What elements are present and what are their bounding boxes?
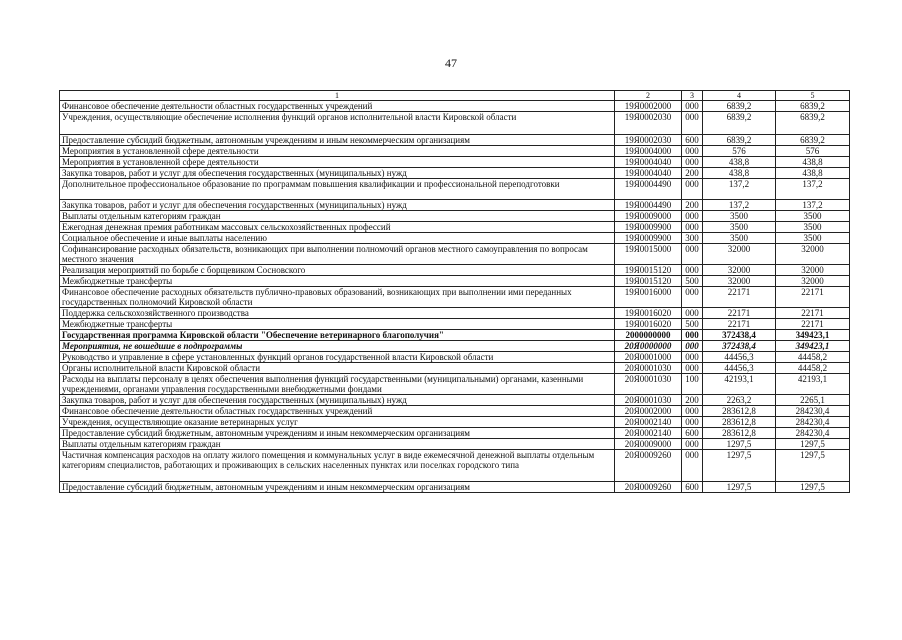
row-code-cell: 20Я0009260 [615, 450, 682, 482]
header-col-2: 2 [615, 91, 682, 101]
row-type-cell: 000 [682, 222, 703, 233]
row-name-cell: Предоставление субсидий бюджетным, автономным учреждениям и иным некоммерческим организациям [60, 135, 615, 146]
row-type-cell: 000 [682, 157, 703, 168]
row-value-2-cell: 438,8 [776, 157, 850, 168]
row-value-2-cell: 1297,5 [776, 450, 850, 482]
row-type-cell: 200 [682, 395, 703, 406]
row-value-1-cell: 22171 [703, 319, 776, 330]
row-type-cell: 600 [682, 135, 703, 146]
table-row [60, 244, 850, 265]
row-type-cell: 500 [682, 276, 703, 287]
row-value-1-cell: 6839,2 [703, 101, 776, 112]
row-type-cell: 600 [682, 428, 703, 439]
row-type-cell: 000 [682, 352, 703, 363]
table-row [60, 276, 850, 287]
row-value-1-cell: 3500 [703, 222, 776, 233]
row-type-cell: 300 [682, 233, 703, 244]
row-value-2-cell: 284230,4 [776, 406, 850, 417]
row-value-2-cell: 137,2 [776, 200, 850, 211]
row-value-2-cell: 22171 [776, 287, 850, 308]
row-code-cell: 19Я0002030 [615, 135, 682, 146]
row-code-cell: 20Я0009000 [615, 439, 682, 450]
row-value-1-cell: 283612,8 [703, 406, 776, 417]
table-row [60, 352, 850, 363]
row-code-cell: 19Я0015120 [615, 276, 682, 287]
table-row [60, 395, 850, 406]
row-value-1-cell: 2263,2 [703, 395, 776, 406]
row-value-1-cell: 32000 [703, 276, 776, 287]
row-code-cell: 19Я0004490 [615, 179, 682, 200]
row-value-2-cell: 3500 [776, 233, 850, 244]
row-name-cell: Мероприятия, не вошедшие в подпрограммы [60, 341, 615, 352]
row-value-2-cell: 3500 [776, 222, 850, 233]
row-code-cell: 20Я0001030 [615, 374, 682, 395]
table-row [60, 233, 850, 244]
row-type-cell: 000 [682, 406, 703, 417]
row-type-cell: 000 [682, 341, 703, 352]
row-code-cell: 20Я0002000 [615, 406, 682, 417]
row-value-1-cell: 6839,2 [703, 112, 776, 135]
header-col-1: 1 [60, 91, 615, 101]
row-name-cell: Закупка товаров, работ и услуг для обеспечения государственных (муниципальных) нужд [60, 200, 615, 211]
row-code-cell: 19Я0002000 [615, 101, 682, 112]
row-name-cell: Ежегодная денежная премия работникам массовых сельскохозяйственных профессий [60, 222, 615, 233]
row-code-cell: 19Я0009900 [615, 222, 682, 233]
table-row [60, 439, 850, 450]
row-value-1-cell: 44456,3 [703, 352, 776, 363]
row-code-cell: 19Я0016020 [615, 319, 682, 330]
row-type-cell: 000 [682, 450, 703, 482]
row-name-cell: Органы исполнительной власти Кировской области [60, 363, 615, 374]
table-row [60, 363, 850, 374]
row-code-cell: 20Я0002140 [615, 417, 682, 428]
row-value-2-cell: 349423,1 [776, 330, 850, 341]
row-code-cell: 19Я0002030 [615, 112, 682, 135]
table-row [60, 330, 850, 341]
row-code-cell: 19Я0004040 [615, 168, 682, 179]
row-type-cell: 000 [682, 146, 703, 157]
row-name-cell: Расходы на выплаты персоналу в целях обеспечения выполнения функций государственными (муниципальными) органами, казенными учреждениями, органами управления государственными внебюджетными фондами [60, 374, 615, 395]
table-row [60, 319, 850, 330]
row-value-1-cell: 137,2 [703, 200, 776, 211]
row-value-1-cell: 438,8 [703, 168, 776, 179]
row-name-cell: Дополнительное профессиональное образование по программам повышения квалификации и профессиональной переподготовки [60, 179, 615, 200]
row-name-cell: Закупка товаров, работ и услуг для обеспечения государственных (муниципальных) нужд [60, 168, 615, 179]
row-value-2-cell: 44458,2 [776, 363, 850, 374]
row-name-cell: Поддержка сельскохозяйственного производства [60, 308, 615, 319]
row-name-cell: Межбюджетные трансферты [60, 319, 615, 330]
row-code-cell: 19Я0004490 [615, 200, 682, 211]
row-value-2-cell: 1297,5 [776, 482, 850, 493]
table-row [60, 450, 850, 482]
row-value-1-cell: 22171 [703, 308, 776, 319]
row-name-cell: Закупка товаров, работ и услуг для обеспечения государственных (муниципальных) нужд [60, 395, 615, 406]
row-type-cell: 000 [682, 287, 703, 308]
row-type-cell: 000 [682, 363, 703, 374]
row-type-cell: 000 [682, 179, 703, 200]
row-value-2-cell: 3500 [776, 211, 850, 222]
page-number: 47 [445, 56, 457, 70]
table-row [60, 157, 850, 168]
row-value-2-cell: 32000 [776, 265, 850, 276]
row-value-1-cell: 438,8 [703, 157, 776, 168]
table-row [60, 211, 850, 222]
row-value-2-cell: 42193,1 [776, 374, 850, 395]
row-value-1-cell: 576 [703, 146, 776, 157]
table-row [60, 406, 850, 417]
table-row [60, 287, 850, 308]
row-type-cell: 000 [682, 112, 703, 135]
row-type-cell: 000 [682, 439, 703, 450]
table-row [60, 146, 850, 157]
row-name-cell: Межбюджетные трансферты [60, 276, 615, 287]
row-name-cell: Реализация мероприятий по борьбе с борщевиком Сосновского [60, 265, 615, 276]
row-value-2-cell: 2265,1 [776, 395, 850, 406]
row-name-cell: Предоставление субсидий бюджетным, автономным учреждениям и иным некоммерческим организациям [60, 482, 615, 493]
row-value-1-cell: 3500 [703, 211, 776, 222]
row-value-1-cell: 44456,3 [703, 363, 776, 374]
table-row [60, 168, 850, 179]
table-row [60, 112, 850, 135]
table-row [60, 222, 850, 233]
row-type-cell: 000 [682, 265, 703, 276]
row-name-cell: Выплаты отдельным категориям граждан [60, 439, 615, 450]
row-name-cell: Софинансирование расходных обязательств, возникающих при выполнении полномочий органов местного самоуправления по вопросам местного значения [60, 244, 615, 265]
row-value-1-cell: 372438,4 [703, 341, 776, 352]
row-name-cell: Мероприятия в установленной сфере деятельности [60, 146, 615, 157]
row-code-cell: 19Я0015000 [615, 244, 682, 265]
table-row [60, 265, 850, 276]
table-row [60, 341, 850, 352]
row-value-2-cell: 6839,2 [776, 112, 850, 135]
row-code-cell: 19Я0004000 [615, 146, 682, 157]
row-value-2-cell: 284230,4 [776, 417, 850, 428]
row-value-1-cell: 22171 [703, 287, 776, 308]
table-row [60, 308, 850, 319]
row-name-cell: Частичная компенсация расходов на оплату жилого помещения и коммунальных услуг в виде ежемесячной денежной выплаты отдельным категориям специалистов, работающих и проживающих в сельских населенных пунктах или поселках городского типа [60, 450, 615, 482]
row-name-cell: Финансовое обеспечение расходных обязательств публично-правовых образований, возникающих при выполнении ими переданных государственных полномочий Кировской области [60, 287, 615, 308]
table-row [60, 428, 850, 439]
row-value-2-cell: 349423,1 [776, 341, 850, 352]
row-type-cell: 000 [682, 330, 703, 341]
row-value-2-cell: 44458,2 [776, 352, 850, 363]
row-value-1-cell: 137,2 [703, 179, 776, 200]
row-value-1-cell: 32000 [703, 244, 776, 265]
row-type-cell: 000 [682, 211, 703, 222]
row-type-cell: 200 [682, 200, 703, 211]
row-value-2-cell: 22171 [776, 308, 850, 319]
row-value-2-cell: 1297,5 [776, 439, 850, 450]
row-type-cell: 000 [682, 417, 703, 428]
table-row [60, 200, 850, 211]
row-value-2-cell: 438,8 [776, 168, 850, 179]
row-code-cell: 2000000000 [615, 330, 682, 341]
row-code-cell: 20Я0002140 [615, 428, 682, 439]
table-row [60, 135, 850, 146]
row-code-cell: 19Я0009900 [615, 233, 682, 244]
row-value-1-cell: 6839,2 [703, 135, 776, 146]
header-col-4: 4 [703, 91, 776, 101]
row-value-1-cell: 32000 [703, 265, 776, 276]
row-value-1-cell: 1297,5 [703, 439, 776, 450]
row-value-2-cell: 576 [776, 146, 850, 157]
row-name-cell: Государственная программа Кировской области "Обеспечение ветеринарного благополучия" [60, 330, 615, 341]
row-type-cell: 500 [682, 319, 703, 330]
row-value-2-cell: 6839,2 [776, 101, 850, 112]
row-code-cell: 20Я0001000 [615, 352, 682, 363]
row-type-cell: 600 [682, 482, 703, 493]
row-type-cell: 200 [682, 168, 703, 179]
row-value-2-cell: 6839,2 [776, 135, 850, 146]
row-value-1-cell: 283612,8 [703, 417, 776, 428]
table-row [60, 179, 850, 200]
row-value-1-cell: 1297,5 [703, 482, 776, 493]
row-type-cell: 000 [682, 308, 703, 319]
table-row [60, 374, 850, 395]
row-name-cell: Выплаты отдельным категориям граждан [60, 211, 615, 222]
table-row [60, 482, 850, 493]
row-type-cell: 000 [682, 101, 703, 112]
row-value-2-cell: 32000 [776, 244, 850, 265]
row-code-cell: 20Я0009260 [615, 482, 682, 493]
row-type-cell: 000 [682, 244, 703, 265]
row-code-cell: 19Я0009000 [615, 211, 682, 222]
header-col-3: 3 [682, 91, 703, 101]
row-name-cell: Финансовое обеспечение деятельности областных государственных учреждений [60, 406, 615, 417]
row-value-2-cell: 22171 [776, 319, 850, 330]
row-name-cell: Учреждения, осуществляющие обеспечение исполнения функций органов исполнительной власти Кировской области [60, 112, 615, 135]
table-row [60, 417, 850, 428]
row-code-cell: 19Я0016000 [615, 287, 682, 308]
row-value-1-cell: 42193,1 [703, 374, 776, 395]
row-name-cell: Мероприятия в установленной сфере деятельности [60, 157, 615, 168]
row-code-cell: 20Я0001030 [615, 395, 682, 406]
row-code-cell: 20Я0000000 [615, 341, 682, 352]
row-name-cell: Учреждения, осуществляющие оказание ветеринарных услуг [60, 417, 615, 428]
row-value-1-cell: 3500 [703, 233, 776, 244]
row-value-2-cell: 32000 [776, 276, 850, 287]
row-name-cell: Социальное обеспечение и иные выплаты населению [60, 233, 615, 244]
table-row [60, 101, 850, 112]
row-value-2-cell: 137,2 [776, 179, 850, 200]
row-name-cell: Предоставление субсидий бюджетным, автономным учреждениям и иным некоммерческим организациям [60, 428, 615, 439]
row-value-1-cell: 372438,4 [703, 330, 776, 341]
row-value-2-cell: 284230,4 [776, 428, 850, 439]
row-value-1-cell: 283612,8 [703, 428, 776, 439]
row-type-cell: 100 [682, 374, 703, 395]
row-value-1-cell: 1297,5 [703, 450, 776, 482]
table-header-row [60, 91, 850, 101]
row-name-cell: Руководство и управление в сфере установленных функций органов государственной власти Кировской области [60, 352, 615, 363]
row-name-cell: Финансовое обеспечение деятельности областных государственных учреждений [60, 101, 615, 112]
row-code-cell: 19Я0015120 [615, 265, 682, 276]
row-code-cell: 20Я0001030 [615, 363, 682, 374]
budget-table [59, 90, 850, 493]
row-code-cell: 19Я0016020 [615, 308, 682, 319]
row-code-cell: 19Я0004040 [615, 157, 682, 168]
header-col-5: 5 [776, 91, 850, 101]
